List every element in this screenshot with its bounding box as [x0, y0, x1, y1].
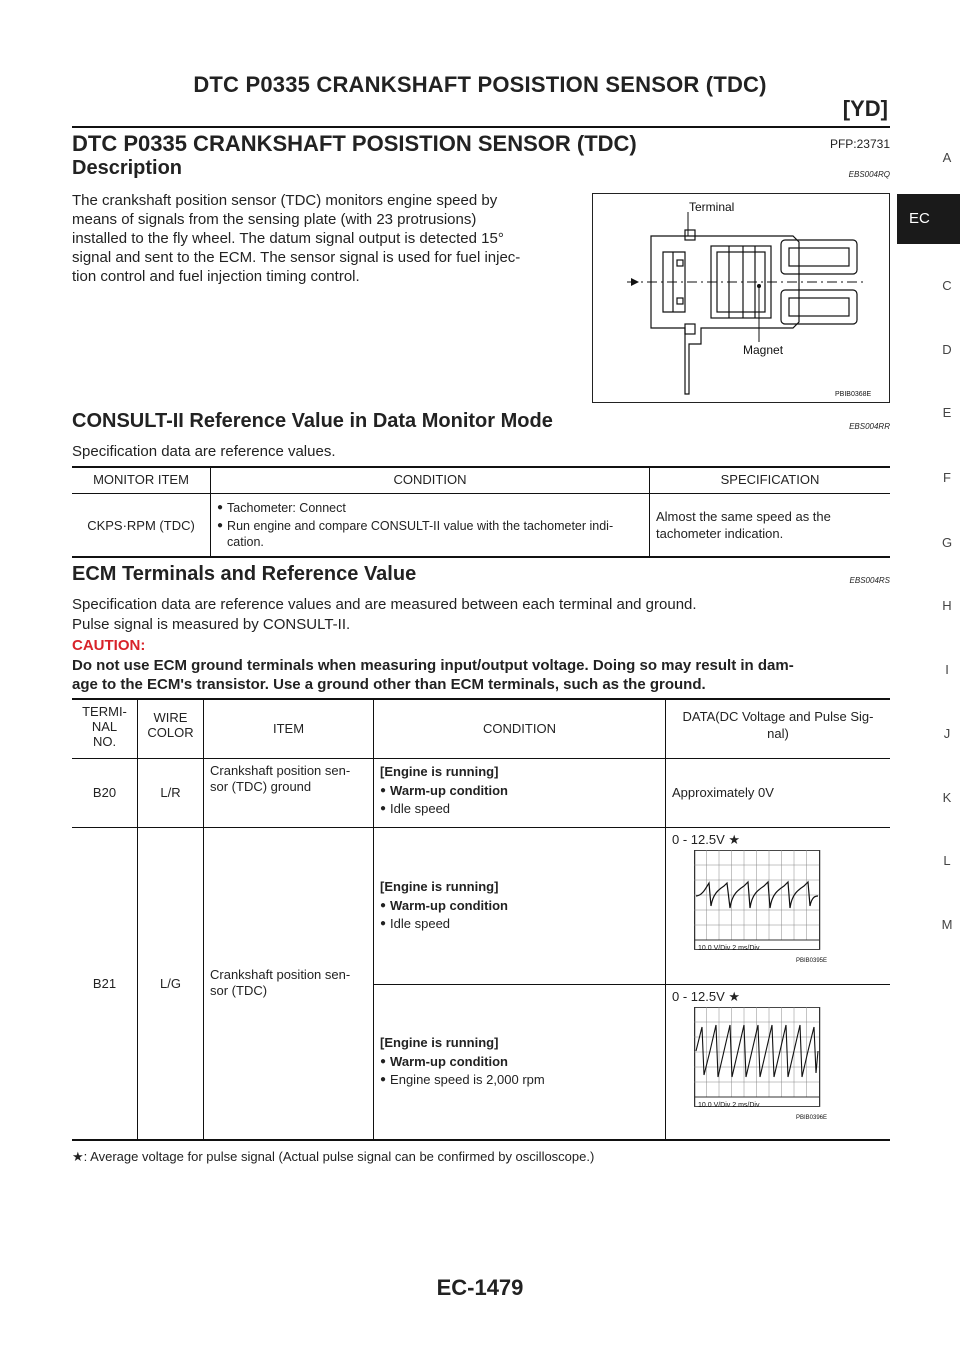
- consult-table: [72, 466, 890, 558]
- figure-id: PBIB0368E: [835, 391, 872, 398]
- description-heading: Description: [72, 157, 183, 179]
- sidebar-item-l[interactable]: L: [943, 853, 951, 868]
- description-code: EBS004RQ: [848, 170, 890, 179]
- condition-text: Idle speed: [390, 915, 451, 931]
- condition-text: Idle speed: [390, 800, 451, 816]
- item-text: sor (TDC) ground: [210, 778, 312, 794]
- col-data: [666, 699, 891, 758]
- sidebar-item-j[interactable]: J: [943, 726, 951, 741]
- data-cell: [666, 984, 891, 1140]
- condition-text: Warm-up condition: [390, 1053, 508, 1069]
- item-cell: [204, 758, 374, 827]
- description-line: tion control and fuel injection timing control.: [72, 268, 360, 285]
- spec-text: Almost the same speed as the: [656, 509, 831, 524]
- header-rule: [72, 126, 890, 128]
- terminal-cell: B20: [72, 758, 138, 827]
- condition-text: Run engine and compare CONSULT-II value with the tachometer indi-: [227, 519, 614, 533]
- condition-text: Engine speed is 2,000 rpm: [390, 1071, 545, 1087]
- condition-text: Tachometer: Connect: [227, 501, 346, 515]
- condition-cell: ● Tachometer: Connect ● Run engine and compare CONSULT-II value with the tachometer indi- cation.: [211, 494, 650, 558]
- spec-text: tachometer indication.: [656, 526, 784, 541]
- description-text: [72, 191, 584, 286]
- header-text: TERMI-: [82, 704, 127, 719]
- footnote-text: : Average voltage for pulse signal (Actual pulse signal can be confirmed by oscilloscope.): [83, 1149, 595, 1164]
- sidebar-item-d[interactable]: D: [942, 342, 952, 357]
- monitor-item-cell: CKPS·RPM (TDC): [72, 494, 211, 558]
- magnet-label: Magnet: [743, 343, 784, 357]
- ecm-heading: ECM Terminals and Reference Value: [72, 563, 417, 585]
- col-condition: CONDITION: [374, 699, 666, 758]
- consult-intro: Specification data are reference values.: [72, 443, 336, 460]
- item-cell: [204, 827, 374, 1140]
- sidebar-item-m[interactable]: M: [941, 917, 953, 932]
- condition-cell: [Engine is running] ● Warm-up condition ● Idle speed: [374, 827, 666, 984]
- data-cell: [666, 827, 891, 984]
- item-text: Crankshaft position sen-: [210, 967, 351, 983]
- col-condition: CONDITION: [211, 467, 650, 494]
- condition-cell: [Engine is running] ● Warm-up condition ● Idle speed: [374, 758, 666, 827]
- description-line: The crankshaft position sensor (TDC) monitors engine speed by: [72, 192, 498, 209]
- wire-cell: L/G: [138, 827, 204, 1140]
- oscilloscope-waveform-idle: [694, 850, 844, 962]
- col-item: ITEM: [204, 699, 374, 758]
- description-line: means of signals from the sensing plate (with 23 protrusions): [72, 211, 477, 228]
- sidebar-item-c[interactable]: C: [942, 278, 952, 293]
- section-title: DTC P0335 CRANKSHAFT POSISTION SENSOR (TDC): [72, 131, 637, 156]
- sidebar-item-g[interactable]: G: [941, 535, 953, 550]
- header-text: nal): [767, 726, 789, 741]
- sidebar-item-k[interactable]: K: [942, 790, 952, 805]
- sidebar-item-h[interactable]: H: [942, 598, 952, 613]
- voltage-text: 0 - 12.5V: [672, 988, 725, 1004]
- caution-line: age to the ECM's transistor. Use a ground other than ECM terminals, such as the ground.: [72, 676, 706, 693]
- ecm-code: EBS004RS: [849, 576, 890, 585]
- data-cell: Approximately 0V: [672, 785, 774, 800]
- condition-text: Warm-up condition: [390, 782, 508, 798]
- terminal-cell: B21: [72, 827, 138, 1140]
- col-monitor-item: MONITOR ITEM: [72, 467, 211, 494]
- sidebar-item-i[interactable]: I: [945, 662, 949, 677]
- page-number: EC-1479: [436, 1275, 524, 1300]
- consult-heading: CONSULT-II Reference Value in Data Monitor Mode: [72, 410, 553, 432]
- scope-scale: 10.0 V/Div 2 ms/Div: [698, 1101, 760, 1109]
- caution-line: Do not use ECM ground terminals when measuring input/output voltage. Doing so may result in dam-: [72, 657, 794, 674]
- header-text: COLOR: [147, 725, 194, 740]
- oscilloscope-waveform-2000rpm: [694, 1007, 844, 1119]
- ecm-intro: [72, 595, 697, 635]
- ecm-intro-line: Pulse signal is measured by CONSULT-II.: [72, 616, 351, 633]
- specification-cell: [650, 494, 891, 558]
- condition-head: [Engine is running]: [380, 763, 499, 779]
- part-number: PFP:23731: [829, 137, 890, 151]
- description-line: signal and sent to the ECM. The sensor signal is used for fuel injec-: [72, 249, 521, 266]
- table-row: [72, 827, 890, 984]
- col-specification: SPECIFICATION: [720, 472, 820, 487]
- condition-cell: [Engine is running] ● Warm-up condition ● Engine speed is 2,000 rpm: [374, 984, 666, 1140]
- sidebar-item-e[interactable]: E: [942, 405, 952, 420]
- item-text: Crankshaft position sen-: [210, 762, 351, 778]
- table-row: [72, 494, 890, 558]
- star-icon: ★: [728, 831, 741, 847]
- item-text: sor (TDC): [210, 983, 268, 999]
- condition-head: [Engine is running]: [380, 1034, 499, 1050]
- ecm-intro-line: Specification data are reference values and are measured between each terminal and ground.: [72, 596, 697, 613]
- header-text: NO.: [92, 734, 117, 749]
- table-row: [72, 758, 890, 827]
- running-header-title: DTC P0335 CRANKSHAFT POSISTION SENSOR (TDC): [193, 72, 767, 97]
- caution-text: [72, 656, 890, 694]
- sensor-figure: [592, 193, 890, 403]
- sidebar-item-f[interactable]: F: [943, 470, 951, 485]
- condition-head: [Engine is running]: [380, 878, 499, 894]
- sidebar-item-ec[interactable]: EC: [897, 194, 960, 244]
- header-text: DATA(DC Voltage and Pulse Sig-: [682, 709, 874, 724]
- header-text: NAL: [91, 719, 118, 734]
- description-line: installed to the fly wheel. The datum signal output is detected 15°: [72, 230, 504, 247]
- crankshaft-sensor-diagram: [593, 194, 889, 402]
- scope-scale: 10.0 V/Div 2 ms/Div: [698, 944, 760, 952]
- col-terminal: [72, 699, 138, 758]
- sidebar-item-a[interactable]: A: [942, 150, 952, 165]
- terminal-label: Terminal: [689, 200, 735, 214]
- running-header-engine: [YD]: [842, 96, 888, 121]
- col-wire-color: [138, 699, 204, 758]
- figure-id: PBIB0395E: [796, 957, 828, 962]
- consult-code: EBS004RR: [849, 422, 890, 431]
- star-icon: ★: [72, 1149, 84, 1164]
- condition-text: Warm-up condition: [390, 897, 508, 913]
- voltage-text: 0 - 12.5V: [672, 831, 725, 847]
- caution-label: CAUTION:: [72, 637, 146, 654]
- condition-text: cation.: [227, 535, 264, 549]
- figure-id: PBIB0396E: [796, 1114, 828, 1119]
- footnote: [72, 1149, 594, 1165]
- ecm-table: [72, 698, 890, 1141]
- star-icon: ★: [728, 988, 741, 1004]
- wire-cell: L/R: [138, 758, 204, 827]
- header-text: WIRE: [153, 710, 188, 725]
